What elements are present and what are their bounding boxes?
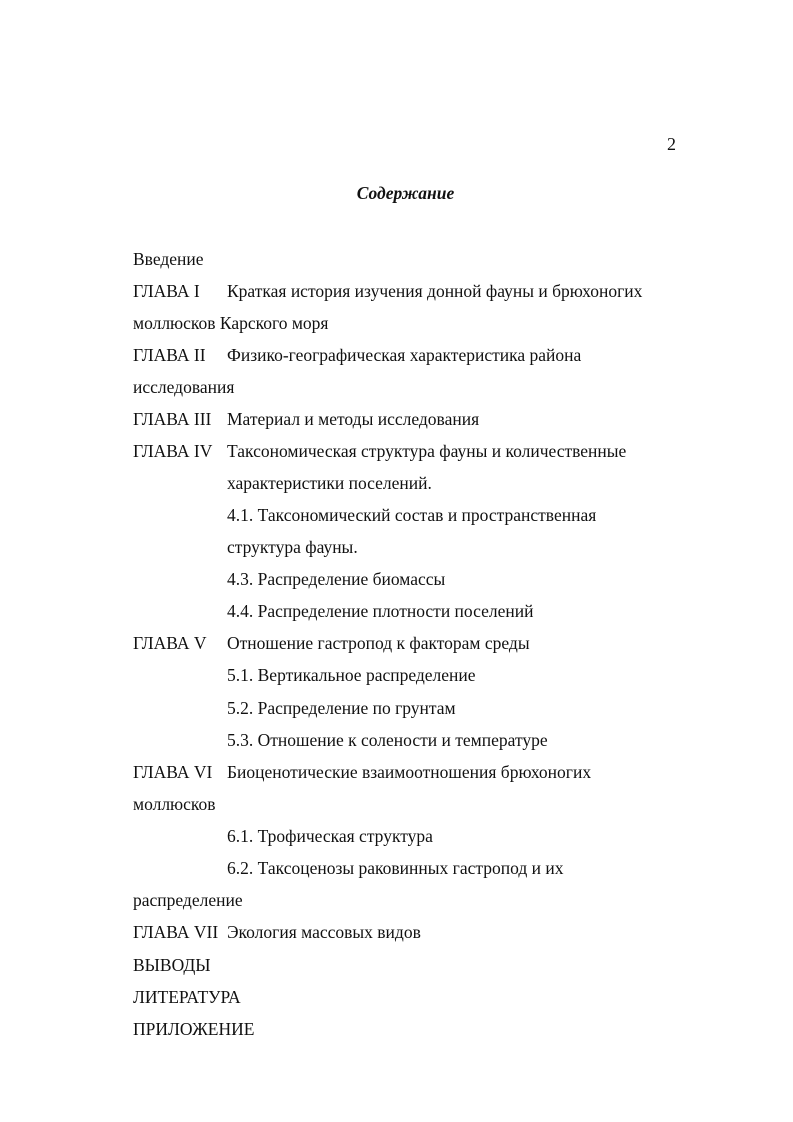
toc-section-5-2: 5.2. Распределение по грунтам <box>227 698 456 718</box>
toc-chapter-2-continuation: исследования <box>133 377 235 397</box>
toc-literature: ЛИТЕРАТУРА <box>133 987 241 1007</box>
toc-section-4-1: 4.1. Таксономический состав и пространственная <box>227 505 597 525</box>
toc-conclusions: ВЫВОДЫ <box>133 955 211 975</box>
page-number: 2 <box>667 134 676 154</box>
toc-chapter-7-title: Экология массовых видов <box>227 922 421 942</box>
toc-intro: Введение <box>133 249 204 269</box>
toc-chapter-3-label: ГЛАВА III <box>133 409 212 429</box>
toc-section-5-1: 5.1. Вертикальное распределение <box>227 665 476 685</box>
toc-chapter-6-label: ГЛАВА VI <box>133 762 213 782</box>
toc-chapter-4-title: Таксономическая структура фауны и количественные <box>227 441 627 461</box>
toc-chapter-4-continuation: характеристики поселений. <box>227 473 432 493</box>
toc-chapter-6-title: Биоценотические взаимоотношения брюхоногих <box>227 762 592 782</box>
toc-chapter-5-label: ГЛАВА V <box>133 633 207 653</box>
toc-section-6-2: 6.2. Таксоценозы раковинных гастропод и их <box>227 858 564 878</box>
page-title: Содержание <box>356 183 455 203</box>
toc-chapter-1-label: ГЛАВА I <box>133 281 200 301</box>
toc-section-4-4: 4.4. Распределение плотности поселений <box>227 601 534 621</box>
toc-chapter-5-title: Отношение гастропод к факторам среды <box>227 633 530 653</box>
toc-chapter-1-continuation: моллюсков Карского моря <box>133 313 329 333</box>
toc-chapter-1-title: Краткая история изучения донной фауны и брюхоногих <box>227 281 643 301</box>
toc-section-5-3: 5.3. Отношение к солености и температуре <box>227 730 548 750</box>
toc-chapter-6-continuation: моллюсков <box>133 794 216 814</box>
toc-appendix: ПРИЛОЖЕНИЕ <box>133 1019 255 1039</box>
toc-chapter-4-label: ГЛАВА IV <box>133 441 213 461</box>
toc-chapter-7-label: ГЛАВА VII <box>133 922 219 942</box>
toc-chapter-2-label: ГЛАВА II <box>133 345 206 365</box>
toc-chapter-2-title: Физико-географическая характеристика района <box>227 345 582 365</box>
toc-section-6-1: 6.1. Трофическая структура <box>227 826 433 846</box>
toc-section-4-3: 4.3. Распределение биомассы <box>227 569 446 589</box>
toc-chapter-3-title: Материал и методы исследования <box>227 409 480 429</box>
toc-section-4-1-continuation: структура фауны. <box>227 537 358 557</box>
toc-section-6-2-continuation: распределение <box>133 890 243 910</box>
